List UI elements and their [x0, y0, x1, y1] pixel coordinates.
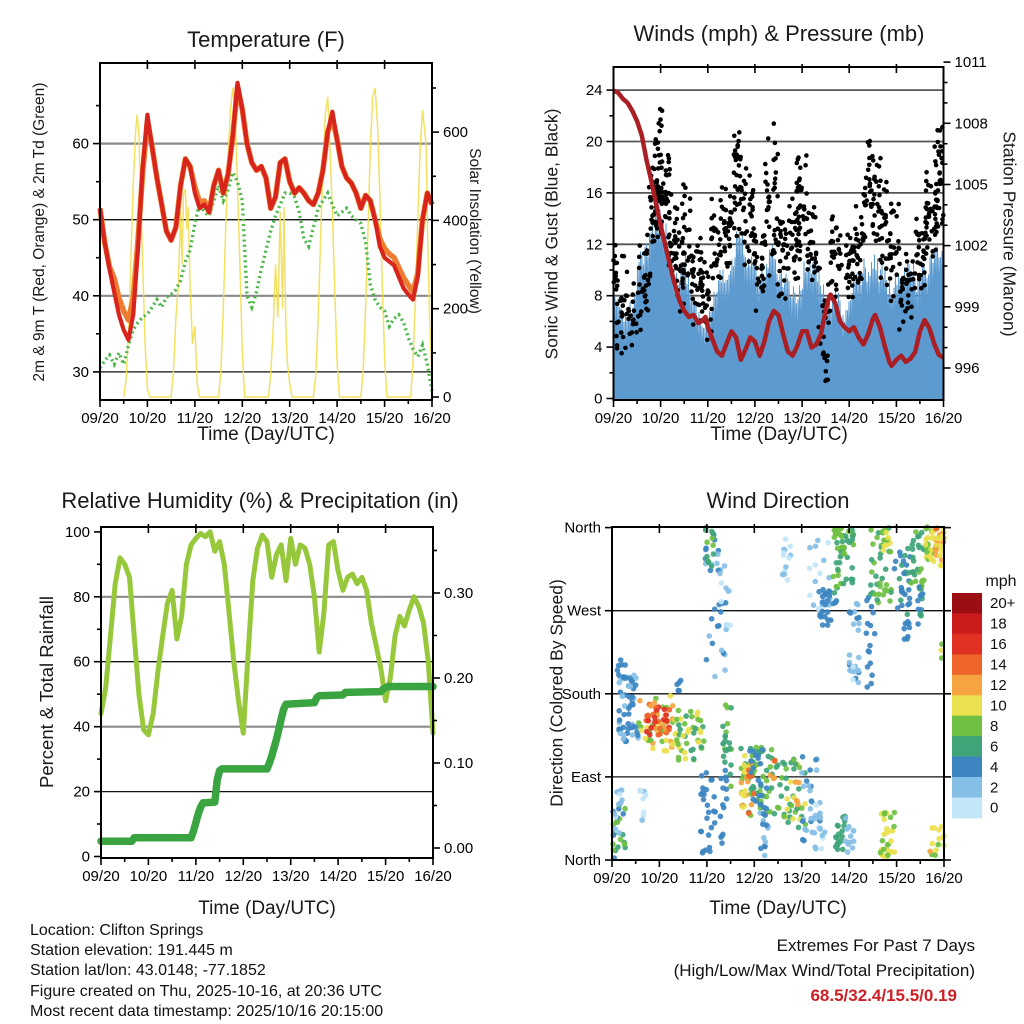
- axis-ticks: [93, 60, 439, 407]
- winds-plot: [586, 54, 988, 427]
- svg-text:15/20: 15/20: [366, 868, 405, 885]
- svg-text:10/20: 10/20: [640, 870, 679, 887]
- station-location: Location: Clifton Springs: [30, 922, 204, 939]
- extremes-values: 68.5/32.4/15.5/0.19: [810, 986, 957, 1005]
- svg-text:14/20: 14/20: [319, 868, 357, 885]
- extremes-title: Extremes For Past 7 Days: [776, 936, 975, 955]
- svg-text:14/20: 14/20: [830, 870, 868, 887]
- svg-text:40: 40: [72, 287, 89, 305]
- svg-text:0.30: 0.30: [444, 585, 474, 602]
- svg-text:15/20: 15/20: [877, 410, 916, 427]
- svg-text:2: 2: [990, 779, 999, 797]
- svg-text:15/20: 15/20: [365, 410, 404, 427]
- svg-text:0.10: 0.10: [444, 755, 474, 772]
- colorbar-title: mph: [985, 573, 1017, 590]
- svg-text:East: East: [570, 768, 601, 786]
- wind-direction-left-axis-label: Direction (Colored By Speed): [546, 579, 567, 807]
- svg-text:13/20: 13/20: [783, 410, 821, 427]
- svg-text:20: 20: [73, 783, 90, 801]
- svg-text:20: 20: [585, 133, 603, 151]
- svg-text:North: North: [564, 852, 601, 869]
- svg-text:09/20: 09/20: [81, 410, 119, 427]
- svg-text:16/20: 16/20: [414, 868, 452, 885]
- winds-x-axis-label: Time (Day/UTC): [710, 424, 848, 445]
- svg-text:10/20: 10/20: [641, 410, 680, 427]
- svg-text:16/20: 16/20: [924, 410, 963, 427]
- svg-text:13/20: 13/20: [782, 870, 821, 887]
- svg-text:13/20: 13/20: [270, 410, 309, 427]
- winds-left-axis-label: Sonic Wind & Gust (Blue, Black): [541, 108, 562, 360]
- svg-text:40: 40: [73, 718, 90, 736]
- humidity-chart-title: Relative Humidity (%) & Precipitation (in): [61, 488, 459, 513]
- svg-text:0: 0: [443, 389, 452, 406]
- svg-text:14/20: 14/20: [318, 410, 356, 427]
- svg-text:200: 200: [443, 300, 469, 318]
- wind-direction-x-axis-label: Time (Day/UTC): [709, 898, 847, 919]
- most-recent-data-timestamp: Most recent data timestamp: 2025/10/16 20:15:00: [30, 1002, 384, 1020]
- svg-text:60: 60: [72, 135, 89, 153]
- svg-text:999: 999: [954, 298, 980, 316]
- svg-text:996: 996: [954, 360, 980, 377]
- svg-text:6: 6: [990, 738, 999, 756]
- svg-text:4: 4: [594, 339, 603, 357]
- svg-text:11/20: 11/20: [176, 410, 214, 427]
- svg-text:12: 12: [990, 677, 1007, 694]
- svg-text:South: South: [561, 685, 601, 703]
- svg-text:0: 0: [990, 799, 999, 817]
- wind-direction-plot: [562, 520, 963, 887]
- axis-ticks: [605, 524, 951, 867]
- extremes-subtitle: (High/Low/Max Wind/Total Precipitation): [673, 961, 975, 980]
- svg-text:11/20: 11/20: [177, 868, 215, 885]
- temperature-right-axis-label: Solar Insolation (Yellow): [466, 148, 483, 314]
- svg-text:400: 400: [443, 212, 469, 230]
- svg-text:16: 16: [990, 636, 1007, 654]
- svg-text:30: 30: [72, 363, 89, 381]
- svg-text:18: 18: [990, 615, 1007, 633]
- svg-text:0.00: 0.00: [444, 840, 474, 857]
- svg-text:16: 16: [585, 184, 603, 202]
- svg-text:09/20: 09/20: [594, 410, 633, 427]
- svg-text:12: 12: [585, 236, 603, 254]
- svg-text:1002: 1002: [954, 237, 988, 255]
- svg-text:10: 10: [990, 697, 1007, 715]
- svg-text:11/20: 11/20: [688, 870, 726, 887]
- humidity-plot: [65, 524, 473, 885]
- svg-text:09/20: 09/20: [593, 870, 631, 887]
- wind-direction-chart-title: Wind Direction: [706, 488, 850, 513]
- svg-text:600: 600: [443, 124, 469, 142]
- station-info-block: [30, 921, 383, 1022]
- svg-text:12/20: 12/20: [223, 410, 262, 427]
- svg-text:1008: 1008: [954, 115, 988, 133]
- svg-text:1005: 1005: [954, 176, 988, 194]
- temperature-x-axis-label: Time (Day/UTC): [197, 424, 335, 445]
- svg-text:09/20: 09/20: [82, 868, 120, 885]
- svg-text:4: 4: [990, 758, 999, 776]
- svg-text:50: 50: [72, 211, 89, 229]
- humidity-left-axis-label: Percent & Total Rainfall: [36, 596, 57, 788]
- station-elevation: Station elevation: 191.445 m: [30, 942, 233, 960]
- svg-text:12/20: 12/20: [736, 410, 774, 427]
- svg-text:8: 8: [594, 287, 603, 305]
- humidity-x-axis-label: Time (Day/UTC): [198, 898, 336, 919]
- winds-right-axis-label: Station Pressure (Maroon): [999, 131, 1020, 337]
- figure-created-timestamp: Figure created on Thu, 2025-10-16, at 20:36 UTC: [30, 982, 382, 1000]
- svg-text:16/20: 16/20: [925, 870, 963, 887]
- axis-tick-labels: [65, 524, 473, 885]
- svg-text:10/20: 10/20: [129, 868, 168, 885]
- relative-humidity-series: [101, 532, 433, 735]
- speed-colorbar: [952, 573, 1017, 818]
- svg-text:8: 8: [990, 717, 999, 735]
- svg-text:10/20: 10/20: [128, 410, 167, 427]
- svg-text:0: 0: [594, 390, 603, 408]
- svg-text:60: 60: [73, 653, 90, 671]
- svg-text:100: 100: [64, 523, 90, 541]
- svg-text:24: 24: [585, 82, 603, 100]
- total-rainfall-series: [101, 687, 433, 842]
- svg-text:14/20: 14/20: [830, 410, 868, 427]
- svg-text:20+: 20+: [990, 595, 1016, 613]
- wind-direction-dots: [610, 524, 947, 861]
- temperature-chart-title: Temperature (F): [187, 27, 345, 52]
- temperature-plot: [72, 60, 468, 427]
- plot-frame: [100, 63, 432, 400]
- svg-text:12/20: 12/20: [735, 870, 774, 887]
- station-latlon: Station lat/lon: 43.0148; -77.1852: [30, 962, 266, 980]
- temperature-left-axis-label: 2m & 9m T (Red, Orange) & 2m Td (Green): [31, 82, 48, 382]
- svg-text:13/20: 13/20: [271, 868, 310, 885]
- svg-text:16/20: 16/20: [413, 410, 451, 427]
- svg-text:11/20: 11/20: [689, 410, 727, 427]
- extremes-block: [612, 933, 975, 1008]
- svg-text:14: 14: [990, 656, 1007, 674]
- svg-text:West: West: [567, 602, 601, 620]
- svg-text:0.20: 0.20: [444, 670, 474, 687]
- winds-chart-title: Winds (mph) & Pressure (mb): [633, 21, 925, 46]
- svg-text:0: 0: [81, 848, 90, 866]
- svg-text:15/20: 15/20: [877, 870, 916, 887]
- svg-text:North: North: [564, 519, 601, 537]
- svg-text:1011: 1011: [954, 54, 987, 72]
- svg-text:12/20: 12/20: [224, 868, 263, 885]
- svg-text:80: 80: [73, 588, 90, 606]
